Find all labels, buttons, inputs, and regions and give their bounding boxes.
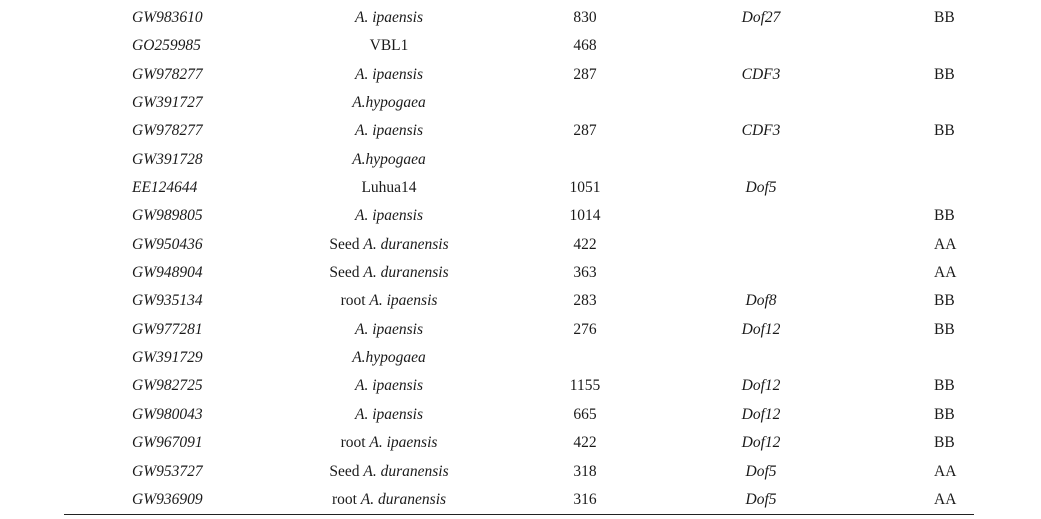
length-cell-text: 363 — [573, 264, 597, 282]
length-cell-text: 316 — [573, 490, 597, 508]
genome-cell: BB — [934, 434, 955, 452]
accession-cell: GO259985 — [132, 37, 201, 55]
source-text — [329, 259, 448, 287]
source-text — [332, 486, 446, 514]
genome-cell: AA — [934, 235, 957, 253]
table-bottom-rule — [64, 514, 974, 515]
source-species: A. ipaensis — [354, 405, 424, 423]
table-row — [64, 61, 974, 89]
table-row — [64, 316, 974, 344]
source-text — [355, 4, 423, 32]
length-cell-text: 283 — [573, 292, 597, 310]
source-species: A. ipaensis — [354, 65, 424, 83]
accession-cell: GW391727 — [132, 94, 203, 112]
source-text — [355, 117, 423, 145]
gene-cell-text: Dof5 — [745, 462, 777, 480]
genome-cell: AA — [934, 264, 957, 282]
gene-cell-text: Dof12 — [741, 405, 781, 423]
source-species: A. ipaensis — [354, 122, 424, 140]
accession-cell: GW391729 — [132, 349, 203, 367]
gene-cell-text: Dof12 — [741, 434, 781, 452]
genome-cell: BB — [934, 65, 955, 83]
table-row — [64, 259, 974, 287]
gene-cell-text: Dof12 — [741, 320, 781, 338]
source-prefix: Seed — [329, 235, 364, 253]
accession-cell: GW953727 — [132, 462, 203, 480]
table-row — [64, 202, 974, 230]
accession-cell: GW983610 — [132, 9, 203, 26]
length-cell-text: 1014 — [569, 207, 601, 225]
table-row — [64, 344, 974, 372]
accession-cell: GW978277 — [132, 65, 203, 83]
source-text — [355, 372, 423, 400]
length-cell-text: 830 — [573, 9, 597, 26]
genome-cell: BB — [934, 9, 955, 26]
genome-cell: BB — [934, 207, 955, 225]
table-row — [64, 372, 974, 400]
source-text — [352, 89, 426, 117]
accession-cell: GW936909 — [132, 490, 203, 508]
source-species: A.hypogaea — [352, 94, 426, 112]
gene-cell-text: CDF3 — [741, 65, 781, 83]
source-text — [355, 61, 423, 89]
accession-cell: GW950436 — [132, 235, 203, 253]
length-cell-text: 1155 — [569, 377, 601, 395]
source-prefix: Luhua14 — [361, 179, 417, 197]
accession-cell: GW989805 — [132, 207, 203, 225]
source-text — [355, 401, 423, 429]
source-species: A. ipaensis — [369, 434, 438, 452]
accession-cell: EE124644 — [132, 179, 198, 197]
source-text — [370, 32, 409, 60]
source-species: A. ipaensis — [369, 292, 438, 310]
genome-cell: AA — [934, 462, 957, 480]
gene-cell-text: Dof27 — [741, 9, 781, 26]
genome-cell: BB — [934, 377, 955, 395]
length-cell-text: 665 — [573, 405, 597, 423]
accession-cell: GW982725 — [132, 377, 203, 395]
length-cell-text: 287 — [573, 122, 597, 140]
source-text — [355, 316, 423, 344]
table-row — [64, 429, 974, 457]
accession-cell: GW980043 — [132, 405, 203, 423]
length-cell-text: 287 — [573, 65, 597, 83]
gene-cell-text: Dof12 — [741, 377, 781, 395]
accession-cell: GW935134 — [132, 292, 203, 310]
source-species: A. ipaensis — [354, 377, 424, 395]
source-text — [355, 202, 423, 230]
length-cell-text: 318 — [573, 462, 597, 480]
table-row — [64, 287, 974, 315]
source-species: A. ipaensis — [354, 320, 424, 338]
genome-cell: BB — [934, 122, 955, 140]
source-text — [329, 231, 448, 259]
source-species: A. ipaensis — [354, 207, 424, 225]
accession-cell: GW948904 — [132, 264, 203, 282]
table-row — [64, 486, 974, 514]
length-cell-text: 1051 — [569, 179, 601, 197]
source-species: A. duranensis — [363, 462, 449, 480]
table-row — [64, 231, 974, 259]
genome-cell: BB — [934, 292, 955, 310]
length-cell-text: 422 — [573, 235, 597, 253]
source-prefix: Seed — [329, 264, 364, 282]
source-text — [352, 344, 426, 372]
source-text — [341, 429, 438, 457]
table-row — [64, 174, 974, 202]
table-row — [64, 117, 974, 145]
source-prefix: root — [340, 434, 370, 452]
accession-cell: GW977281 — [132, 320, 203, 338]
gene-cell-text: Dof5 — [745, 179, 777, 197]
source-species: A. duranensis — [363, 264, 449, 282]
table-row — [64, 4, 974, 32]
source-prefix: root — [340, 292, 370, 310]
gene-cell-text: Dof8 — [745, 292, 777, 310]
genome-cell: BB — [934, 405, 955, 423]
table-row — [64, 146, 974, 174]
source-prefix: Seed — [329, 462, 364, 480]
table-row — [64, 401, 974, 429]
source-prefix: VBL1 — [369, 37, 409, 55]
source-prefix: root — [331, 490, 361, 508]
source-text — [341, 287, 438, 315]
length-cell-text: 422 — [573, 434, 597, 452]
source-text — [361, 174, 416, 202]
source-species: A. duranensis — [363, 235, 449, 253]
accession-cell: GW967091 — [132, 434, 203, 452]
source-species: A.hypogaea — [352, 150, 426, 168]
length-cell-text: 276 — [573, 320, 597, 338]
table-row — [64, 458, 974, 486]
table-row — [64, 89, 974, 117]
gene-cell-text: CDF3 — [741, 122, 781, 140]
genome-cell: BB — [934, 320, 955, 338]
table-row — [64, 32, 974, 60]
data-table — [64, 4, 974, 514]
length-cell-text: 468 — [573, 37, 597, 55]
genome-cell: AA — [934, 490, 957, 508]
accession-cell: GW391728 — [132, 150, 203, 168]
source-species: A. ipaensis — [354, 9, 424, 26]
gene-cell-text: Dof5 — [745, 490, 777, 508]
source-text — [352, 146, 426, 174]
source-species: A.hypogaea — [352, 349, 426, 367]
source-species: A. duranensis — [360, 490, 447, 508]
source-text — [329, 458, 448, 486]
accession-cell: GW978277 — [132, 122, 203, 140]
